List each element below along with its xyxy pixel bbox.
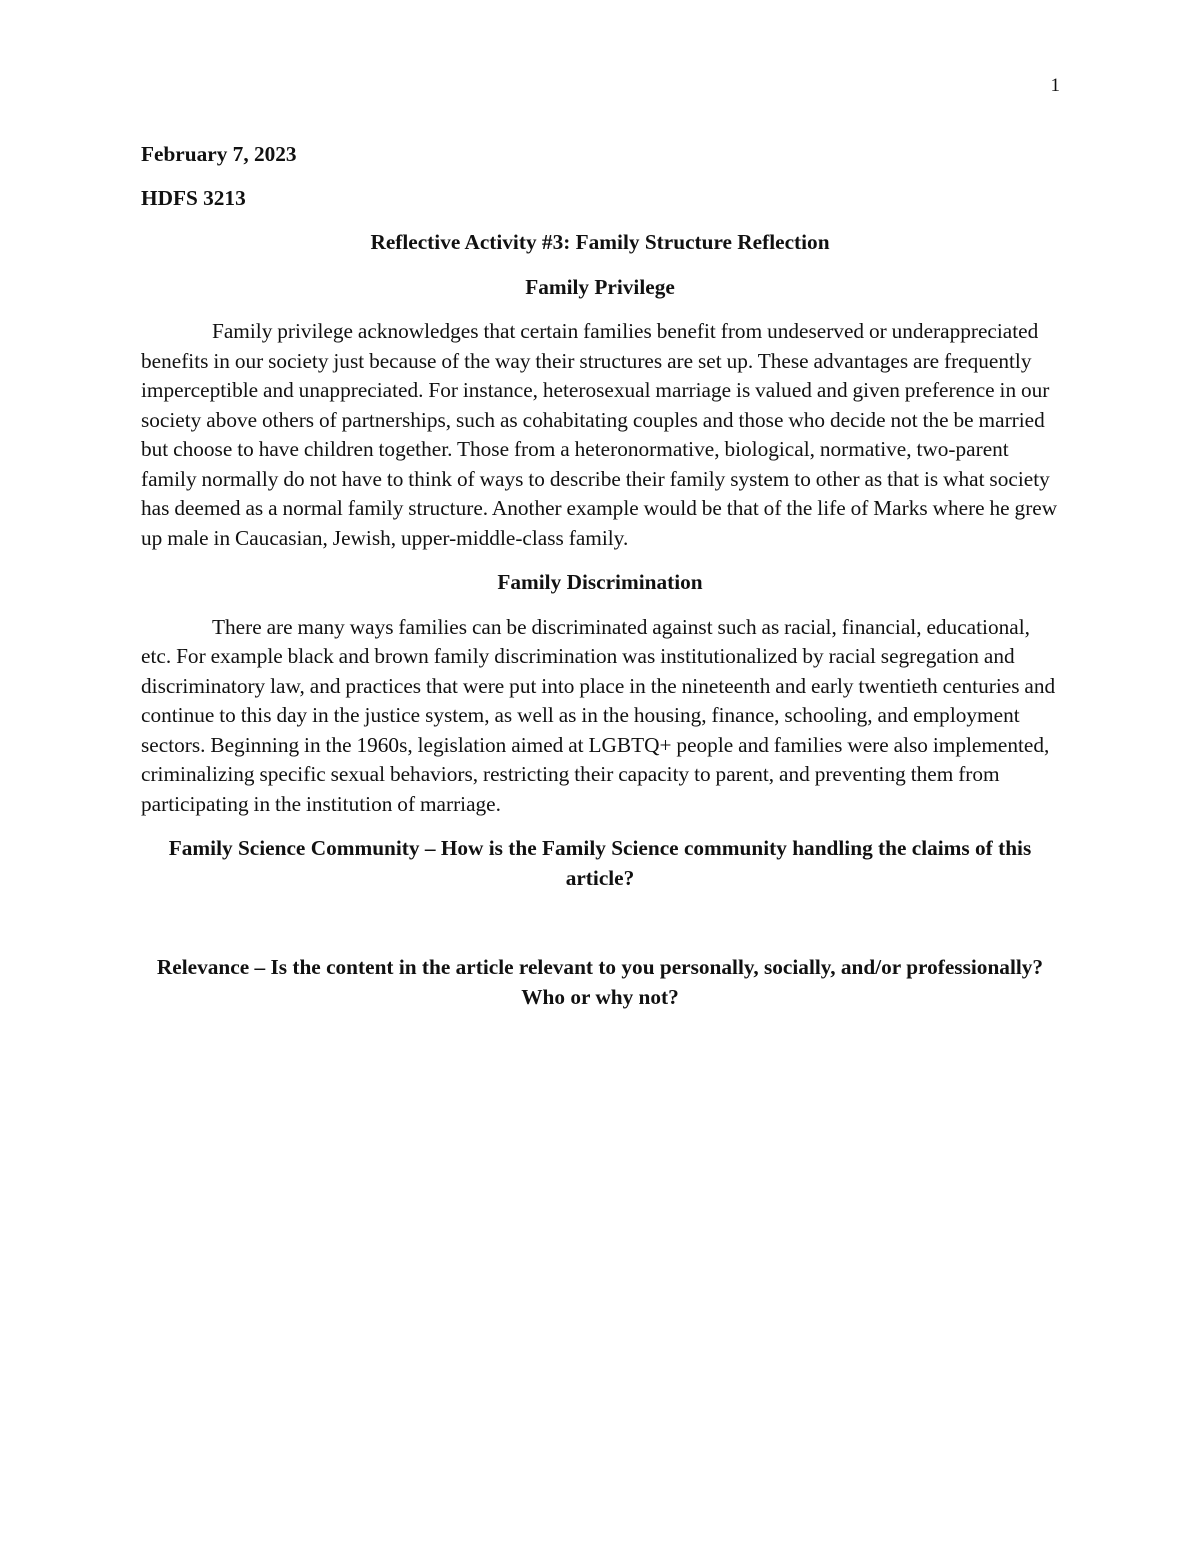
question-family-science-community: Family Science Community – How is the Family Science community handling the claims of this article? bbox=[168, 836, 1032, 890]
blank-space bbox=[141, 893, 1059, 953]
page-number: 1 bbox=[1050, 75, 1060, 96]
date-line: February 7, 2023 bbox=[141, 142, 297, 166]
section-heading-family-discrimination: Family Discrimination bbox=[497, 570, 703, 594]
document-body bbox=[141, 140, 1059, 1012]
section-heading-family-privilege: Family Privilege bbox=[525, 274, 675, 299]
course-line: HDFS 3213 bbox=[141, 186, 246, 210]
question-relevance: Relevance – Is the content in the article relevant to you personally, socially, and/or professionally? Who or why not? bbox=[156, 955, 1044, 1009]
section-body-family-discrimination: There are many ways families can be discriminated against such as racial, financial, educational, etc. For example black and brown family discrimination was institutionalized by racial segregation and discriminatory law, and practices that were put into place in the nineteenth and early twentieth centuries and continue to this day in the justice system, as well as in the housing, finance, schooling, and employment sectors. Beginning in the 1960s, legislation aimed at LGBTQ+ people and families were also implemented, criminalizing specific sexual behaviors, restricting their capacity to parent, and preventing them from participating in the institution of marriage. bbox=[141, 614, 1056, 816]
document-title: Reflective Activity #3: Family Structure Reflection bbox=[370, 230, 830, 254]
section-body-family-privilege: Family privilege acknowledges that certain families benefit from undeserved or underappreciated benefits in our society just because of the way their structures are set up. These advantages are frequently imperceptible and unappreciated. For instance, heterosexual marriage is valued and given preference in our society above others of partnerships, such as cohabitating couples and those who decide not the be married but choose to have children together. Those from a heteronormative, biological, normative, two-parent family normally do not have to think of ways to describe their family system to other as that is what society has deemed as a normal family structure. Another example would be that of the life of Marks where he grew up male in Caucasian, Jewish, upper-middle-class family. bbox=[141, 319, 1058, 550]
